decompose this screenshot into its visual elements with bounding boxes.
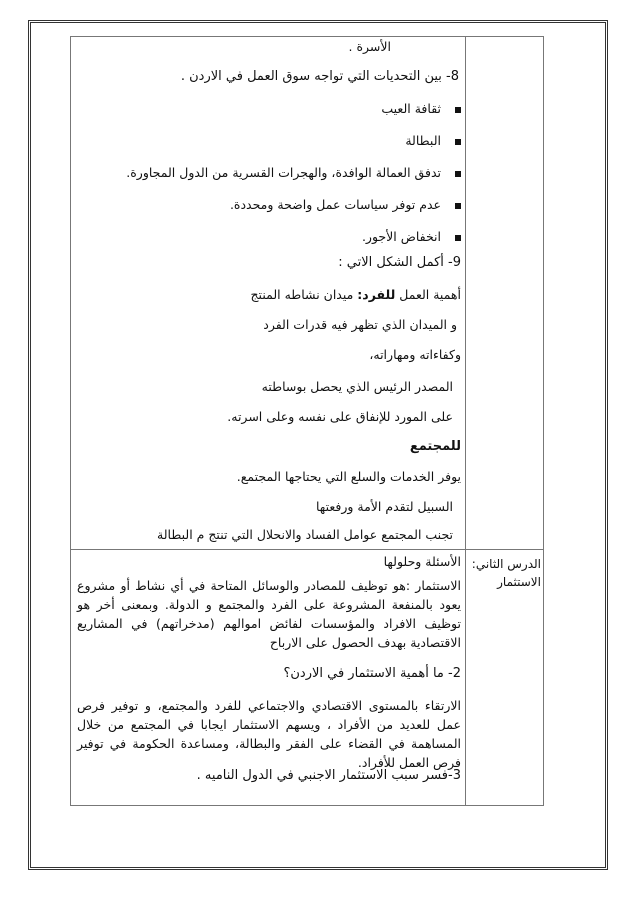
- bullet-marker: [455, 139, 461, 145]
- list-item: البطالة: [141, 133, 461, 149]
- society-line: تجنب المجتمع عوامل الفساد والانحلال التي تنتج م البطالة: [157, 527, 453, 542]
- individual-line: وكفاءاته ومهاراته،: [369, 347, 461, 362]
- question-2-answer: الارتقاء بالمستوى الاقتصادي والاجتماعي للفرد والمجتمع، و توفير فرص عمل للعديد من الأفراد ، ويسهم الاستثمار ايجابا في المجتمع من خلال المساهمة في القضاء على الفقر والبطالة، ومساعدة الحكومة في توفير فرص العمل للأفراد.: [77, 698, 461, 770]
- individual-line: المصدر الرئيس الذي يحصل بوساطته: [261, 379, 453, 394]
- society-line: يوفر الخدمات والسلع التي يحتاجها المجتمع.: [236, 469, 461, 484]
- importance-prefix: أهمية العمل: [395, 287, 461, 302]
- society-label: للمجتمع: [409, 439, 461, 454]
- question-8: 8- بين التحديات التي تواجه سوق العمل في الاردن .: [180, 69, 459, 84]
- top-fragment: الأسرة .: [348, 39, 391, 54]
- society-line: السبيل لتقدم الأمة ورفعتها: [316, 499, 453, 514]
- worksheet-table: [70, 36, 544, 806]
- importance-individual-line: [250, 287, 461, 303]
- list-item: عدم توفر سياسات عمل واضحة ومحددة.: [141, 197, 461, 213]
- column-divider: [465, 37, 466, 805]
- list-item: انخفاض الأجور.: [141, 229, 461, 245]
- questions-header: الأسئلة وحلولها: [383, 554, 461, 569]
- individual-first: ميدان نشاطه المنتج: [250, 287, 358, 302]
- lesson-title: الدرس الثاني: الاستثمار: [471, 557, 541, 589]
- question-9: 9- أكمل الشكل الاتي :: [338, 255, 461, 270]
- section2-content-cell: [77, 550, 461, 806]
- question-2: 2- ما أهمية الاستثمار في الاردن؟: [283, 666, 461, 681]
- bullet-marker: [455, 203, 461, 209]
- individual-line: و الميدان الذي تظهر فيه قدرات الفرد: [263, 317, 457, 332]
- list-item: ثقافة العيب: [141, 101, 461, 117]
- bullet-marker: [455, 235, 461, 241]
- bullet-marker: [455, 107, 461, 113]
- individual-label: للفرد:: [357, 287, 396, 302]
- individual-line: على المورد للإنفاق على نفسه وعلى اسرته.: [227, 409, 453, 424]
- list-item: تدفق العمالة الوافدة، والهجرات القسرية من الدول المجاورة.: [141, 165, 461, 181]
- investment-definition: الاستثمار :هو توظيف للمصادر والوسائل المتاحة في أي نشاط أو مشروع يعود بالمنفعة المشروعة على الفرد والمجتمع و الدولة. وبمعنى أخر هو توظيف الافراد والمؤسسات لفائض اموالهم (مدخراتهم) في المشاريع الاقتصادية بهدف الحصول على الارباح: [77, 578, 461, 650]
- question-3: 3-فسر سبب الاستثمار الاجنبي في الدول الناميه .: [196, 768, 461, 783]
- section1-content-cell: [77, 37, 461, 549]
- bullet-marker: [455, 171, 461, 177]
